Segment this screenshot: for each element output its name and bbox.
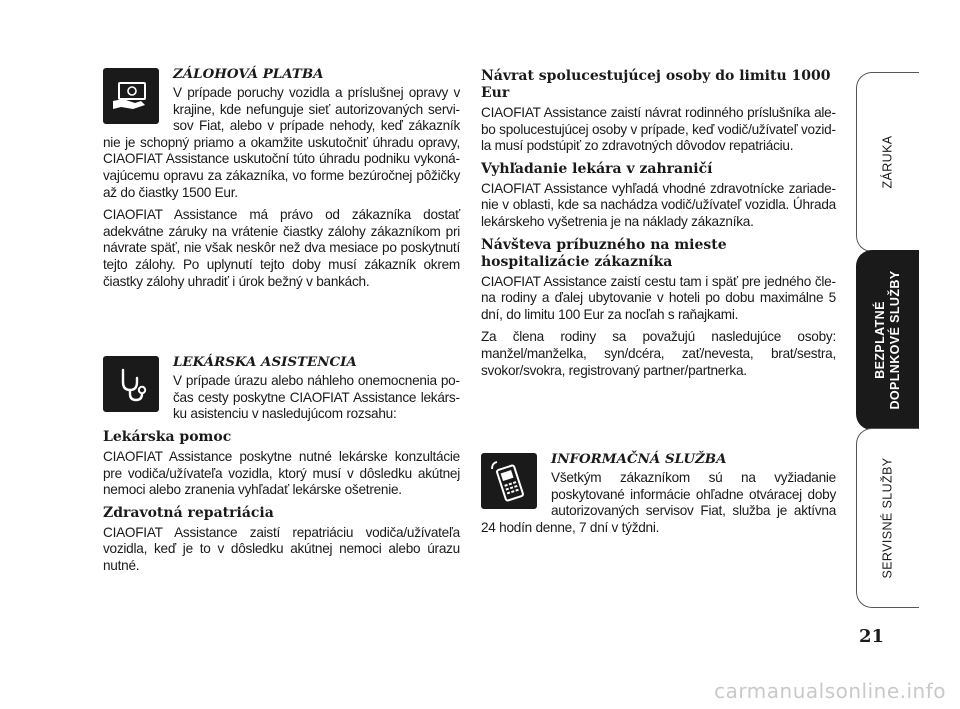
paragraph: CIAOFIAT Assistance zaistí repatriáciu vodiča/užívateľa vozidla, keď je to v dôsledku akútnej nemoci alebo úrazu nutné. bbox=[103, 524, 460, 573]
subheading: Návšteva príbuzného na mieste hospitalizácie zákazníka bbox=[481, 236, 727, 270]
section-lekarska-asistencia bbox=[103, 354, 460, 574]
paragraph: Za člena rodiny sa považujú nasledujúce osoby: manžel/manželka, syn/dcéra, zať/nevesta, brat/sestra, svokor/svokra, registrovaný partner/partnerka. bbox=[481, 329, 836, 378]
tab-bezplatne-doplnkove-sluzby[interactable] bbox=[856, 250, 919, 430]
tab-zaruka[interactable] bbox=[856, 72, 919, 252]
phone-info-icon bbox=[481, 453, 537, 509]
subheading: Zdravotná repatriácia bbox=[103, 504, 274, 521]
tab-servisne-sluzby[interactable] bbox=[856, 428, 919, 608]
chapter-tabs bbox=[856, 72, 918, 606]
tab-label: ZÁRUKA bbox=[880, 135, 895, 189]
subheading: Lekárska pomoc bbox=[103, 428, 232, 445]
paragraph: V prípade poruchy vozidla a príslušnej opravy v krajine, kde nefunguje sieť autorizovaných servisov Fiat, alebo v prípade nehody, keď zákazník nie je schopný priamo a okamžite uskutočniť úhradu opravy, CIAOFIAT Assistance uskutoční túto úhradu podniku vykonávajúcemu opravu za zákazníka, vo forme bezúročnej pôžičky až do čiastky 1500 Eur. bbox=[103, 85, 460, 200]
section-title: LEKÁRSKA ASISTENCIA bbox=[173, 354, 357, 371]
paragraph: V prípade úrazu alebo náhleho onemocnenia počas cesty poskytne CIAOFIAT Assistance lekársku asistenciu v nasledujúcom rozsahu: bbox=[173, 373, 460, 422]
right-column bbox=[481, 66, 836, 543]
paragraph: CIAOFIAT Assistance zaistí návrat rodinného príslušníka alebo spolucestujúcej osoby v prípade, keď vodič/užívateľ vozidla musí podstúpiť zo zdravotných dôvodov repatriáciu. bbox=[481, 105, 836, 154]
paragraph: CIAOFIAT Assistance poskytne nutné lekárske konzultácie pre vodiča/užívateľa vozidla, ktorý musí v dôsledku akútnej nemoci alebo zranenia vyhľadať lekárske ošetrenie. bbox=[103, 448, 460, 498]
subheading: Vyhľadanie lekára v zahraničí bbox=[481, 160, 713, 177]
section-title: INFORMAČNÁ SLUŽBA bbox=[551, 451, 727, 468]
page-number: 21 bbox=[859, 626, 885, 647]
section-zalohova-platba bbox=[103, 66, 460, 290]
paragraph: CIAOFIAT Assistance zaistí cestu tam i späť pre jedného člena rodiny a ďalej ubytovanie v hoteli po dobu maximálne 5 dní, do limitu 100 Eur za nocľah s raňajkami. bbox=[481, 273, 836, 322]
section-title: ZÁLOHOVÁ PLATBA bbox=[173, 66, 324, 82]
paragraph: Všetkým zákazníkom sú na vyžiadanie poskytované informácie ohľadne otváracej doby autorizovaných servisov Fiat, služba je aktívna 24 hodín denne, 7 dní v týždni. bbox=[481, 470, 836, 535]
left-column bbox=[103, 66, 460, 580]
tab-label: BEZPLATNÉ DOPLNKOVÉ SLUŽBY bbox=[873, 270, 902, 410]
subheading: Návrat spolucestujúcej osoby do limitu 1000 Eur bbox=[481, 68, 831, 101]
paragraph: CIAOFIAT Assistance má právo od zákazníka dostať adekvátne záruky na vrátenie čiastky zálohy zákazníkom pri návrate späť, nie však neskôr než dva mesiace po poskytnutí tejto zálohy. Po uplynutí tejto doby musí zákazník okrem čiastky zálohy uhradiť i úrok bežný v bankách. bbox=[103, 207, 460, 289]
tab-label: SERVISNÉ SLUŽBY bbox=[880, 457, 895, 579]
watermark: carmanualsonline.info bbox=[714, 679, 946, 703]
section-informacna-sluzba bbox=[481, 451, 836, 536]
paragraph: CIAOFIAT Assistance vyhľadá vhodné zdravotnícke zariadenie v oblasti, kde sa nachádza vodič/užívateľ vozidla. Úhrada lekárskeho vyšetrenia je na náklady zákazníka. bbox=[481, 180, 836, 229]
cash-hand-icon bbox=[103, 68, 159, 124]
stethoscope-icon bbox=[103, 356, 159, 412]
